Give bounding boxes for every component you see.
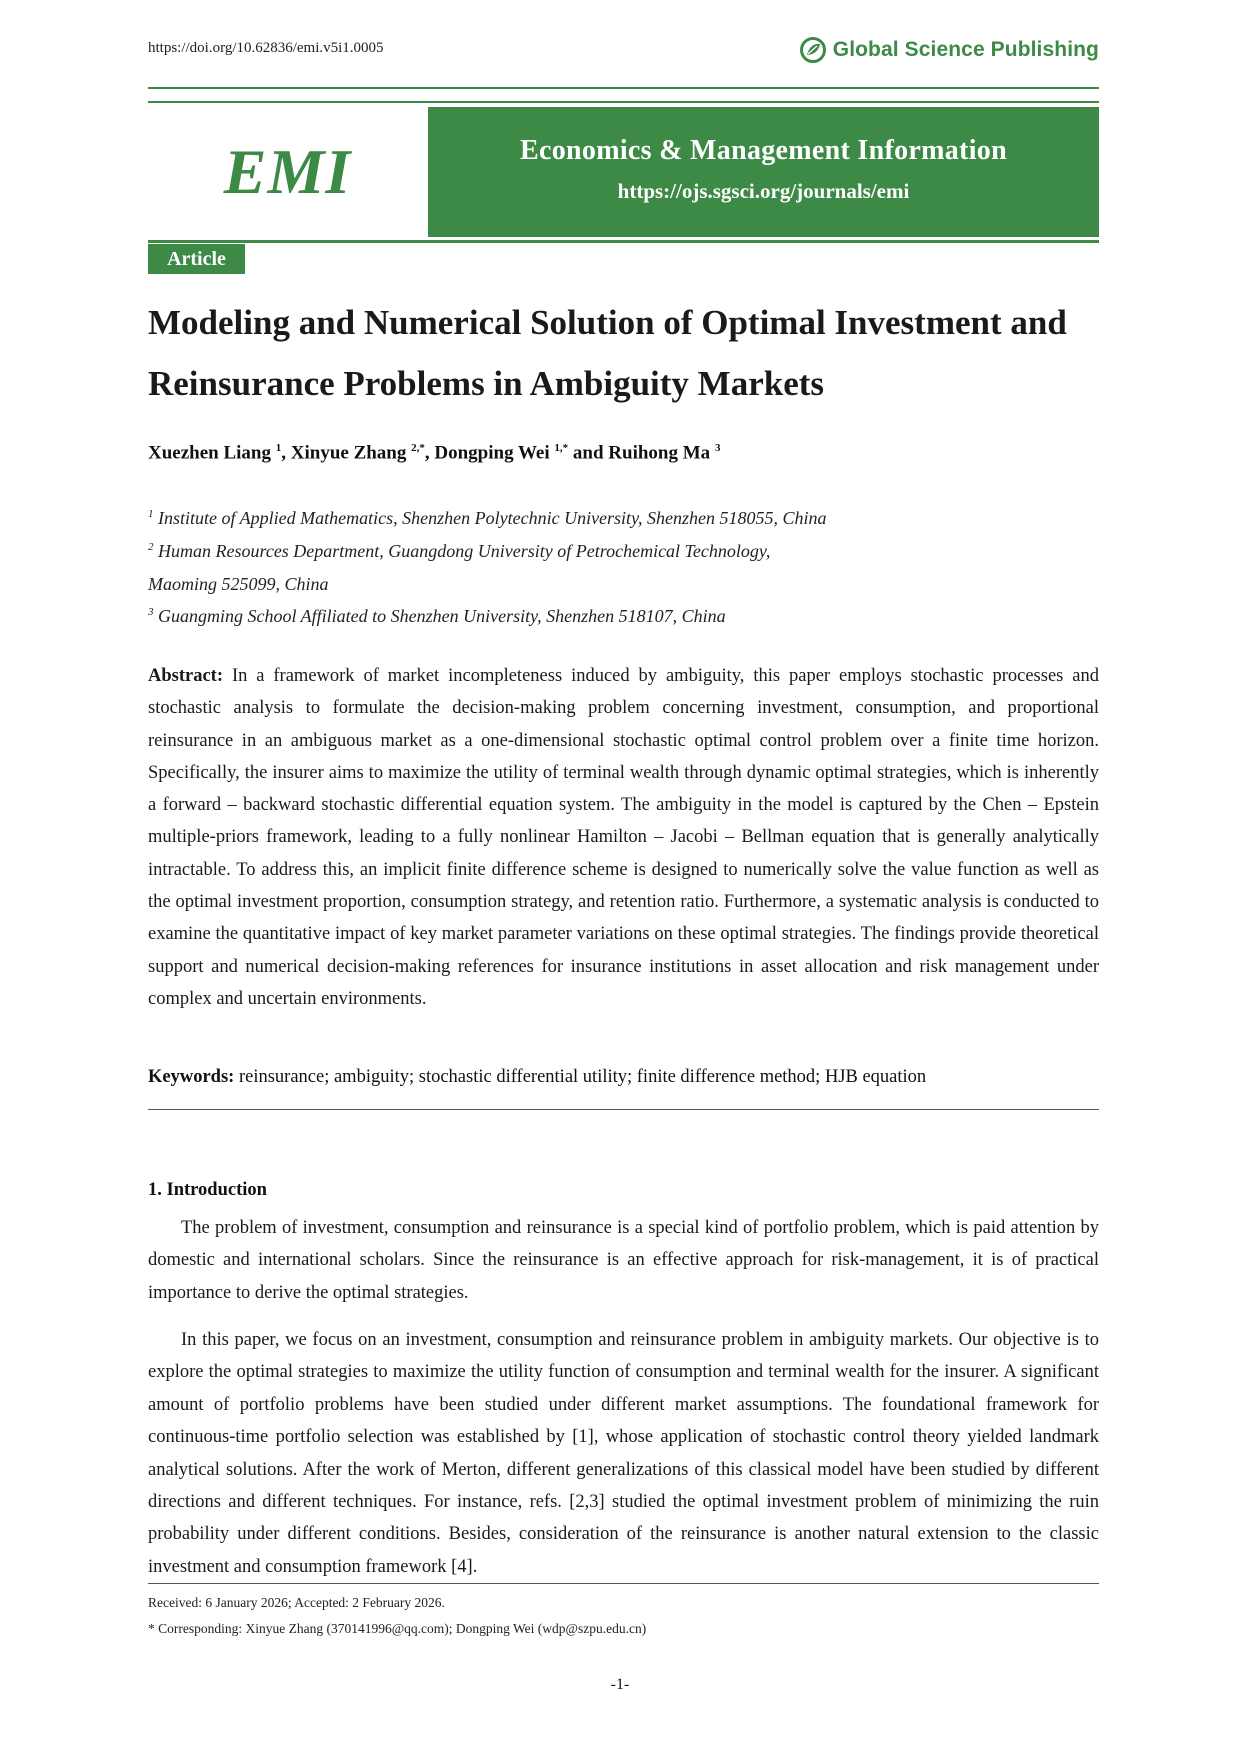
abstract-text: In a framework of market incompleteness induced by ambiguity, this paper employs stochastic processes and stochastic analysis to formulate the decision-making problem concerning investment, consumption, and proportional reinsurance in an ambiguous market as a one-dimensional stochastic optimal control problem over a finite time horizon. Specifically, the insurer aims to maximize the utility of terminal wealth through dynamic optimal strategies, which is inherently a forward – backward stochastic differential equation system. The ambiguity in the model is captured by the Chen – Epstein multiple-priors framework, leading to a fully nonlinear Hamilton – Jacobi – Bellman equation that is generally analytically intractable. To address this, an implicit finite difference scheme is designed to numerically solve the value function as well as the optimal investment proportion, consumption strategy, and retention ratio. Furthermore, a systematic analysis is conducted to examine the quantitative impact of key market parameter variations on these optimal strategies. The findings provide theoretical support and numerical decision-making references for insurance institutions in asset allocation and risk management under complex and uncertain environments. bbox=[148, 666, 1099, 1009]
article-type-badge: Article bbox=[148, 244, 245, 274]
abstract-label: Abstract: bbox=[148, 666, 224, 686]
author-separator: and bbox=[568, 442, 609, 464]
journal-banner bbox=[428, 107, 1099, 237]
affiliation-2-continued: Maoming 525099, China bbox=[148, 574, 329, 594]
keywords bbox=[148, 1067, 1099, 1088]
author-affil-mark: 1,* bbox=[554, 442, 569, 454]
doi-link[interactable]: https://doi.org/10.62836/emi.v5i1.0005 bbox=[148, 40, 384, 56]
keywords-text: reinsurance; ambiguity; stochastic differential utility; finite difference method; HJB equation bbox=[238, 1067, 927, 1087]
journal-url[interactable]: https://ojs.sgsci.org/journals/emi bbox=[617, 179, 910, 203]
affiliation-number: 2 bbox=[148, 541, 154, 553]
affiliation-3 bbox=[148, 606, 726, 627]
intro-paragraph: The problem of investment, consumption and reinsurance is a special kind of portfolio problem, which is paid attention by domestic and international scholars. Since the reinsurance is an effective approach for risk-management, it is of practical importance to derive the optimal strategies. bbox=[148, 1218, 1099, 1303]
affiliation-1 bbox=[148, 508, 827, 529]
keywords-label: Keywords: bbox=[148, 1067, 235, 1087]
header-rule-top bbox=[148, 87, 1099, 89]
publisher-name: Global Science Publishing bbox=[832, 38, 1099, 61]
leaf-circle-logo-icon bbox=[799, 36, 827, 64]
author-name: Xinyue Zhang bbox=[290, 442, 407, 464]
author-name: Xuezhen Liang bbox=[148, 442, 271, 464]
section-heading-introduction: 1. Introduction bbox=[148, 1180, 267, 1200]
received-dates: Received: 6 January 2026; Accepted: 2 February 2026. bbox=[148, 1595, 445, 1610]
author-separator: , bbox=[424, 442, 435, 464]
affiliation-number: 1 bbox=[148, 508, 154, 520]
author-affil-mark: 1 bbox=[275, 442, 282, 454]
footnote-divider bbox=[148, 1583, 1099, 1584]
banner-underline bbox=[148, 240, 1099, 243]
affiliation-2 bbox=[148, 541, 770, 562]
page-number: -1- bbox=[610, 1676, 630, 1693]
affiliation-text: Institute of Applied Mathematics, Shenzhen Polytechnic University, Shenzhen 518055, China bbox=[158, 508, 827, 528]
corresponding-authors: * Corresponding: Xinyue Zhang (370141996@qq.com); Dongping Wei (wdp@szpu.edu.cn) bbox=[148, 1621, 647, 1636]
author-affil-mark: 3 bbox=[714, 442, 721, 454]
author-name: Dongping Wei bbox=[434, 442, 550, 464]
publisher-logo bbox=[799, 34, 1099, 66]
author-name: Ruihong Ma bbox=[608, 442, 711, 464]
abstract-divider bbox=[148, 1109, 1099, 1110]
author-separator: , bbox=[281, 442, 291, 464]
journal-abbrev: EMI bbox=[223, 136, 352, 207]
journal-abbrev-box bbox=[148, 107, 427, 237]
affiliation-text: Guangming School Affiliated to Shenzhen University, Shenzhen 518107, China bbox=[158, 606, 726, 626]
paper-title: Modeling and Numerical Solution of Optimal Investment and Reinsurance Problems in Ambiguity Markets bbox=[148, 303, 1067, 403]
journal-name: Economics & Management Information bbox=[520, 135, 1007, 166]
affiliation-number: 3 bbox=[148, 606, 154, 618]
abstract bbox=[148, 660, 1099, 1015]
header-rule-bottom bbox=[148, 101, 1099, 103]
affiliation-text: Human Resources Department, Guangdong University of Petrochemical Technology, bbox=[158, 541, 771, 561]
author-list bbox=[148, 442, 720, 464]
intro-paragraph: In this paper, we focus on an investment, consumption and reinsurance problem in ambiguity markets. Our objective is to explore the optimal strategies to maximize the utility function of consumption and terminal wealth for the insurer. A significant amount of portfolio problems have been studied under different market assumptions. The foundational framework for continuous-time portfolio selection was established by [1], whose application of stochastic control theory yielded landmark analytical solutions. After the work of Merton, different generalizations of this classical model have been studied by different directions and different techniques. For instance, refs. [2,3] studied the optimal investment problem of minimizing the ruin probability under different conditions. Besides, consideration of the reinsurance is another natural extension to the classic investment and consumption framework [4]. bbox=[148, 1330, 1099, 1577]
author-affil-mark: 2,* bbox=[411, 442, 425, 454]
